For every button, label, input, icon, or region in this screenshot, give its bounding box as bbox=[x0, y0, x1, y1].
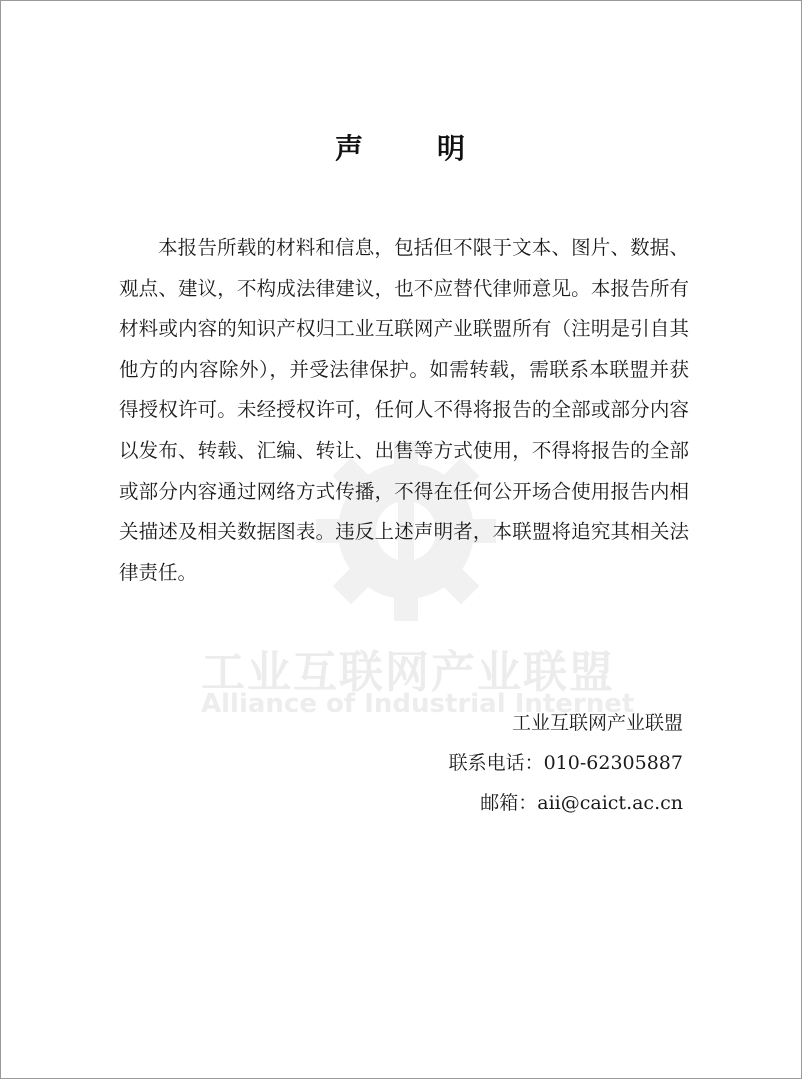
signature-org: 工业互联网产业联盟 bbox=[511, 712, 683, 734]
declaration-body: 本报告所载的材料和信息，包括但不限于文本、图片、数据、观点、建议，不构成法律建议，也不应替代律师意见。本报告所有材料或内容的知识产权归工业互联网产业联盟所有（注明是引自其他方的内容除外），并受法律保护。如需转载，需联系本联盟并获得授权许可。未经授权许可，任何人不得将报告的全部或部分内容以发布、转载、汇编、转让、出售等方式使用，不得将报告的全部或部分内容通过网络方式传播，不得在任何公开场合使用报告内相关描述及相关数据图表。违反上述声明者，本联盟将追究其相关法律责任。 bbox=[119, 236, 689, 584]
watermark-cn-text: 工业互联网产业联盟 bbox=[201, 647, 615, 698]
title-char-right: 明 bbox=[437, 132, 468, 165]
signature-phone: 联系电话：010-62305887 bbox=[448, 752, 683, 774]
signature-email: 邮箱：aii@caict.ac.cn bbox=[480, 792, 683, 814]
page-title bbox=[1, 127, 801, 167]
signature-block bbox=[449, 703, 683, 823]
title-char-left: 声 bbox=[334, 132, 365, 165]
watermark-en-text: Alliance of Industrial Internet bbox=[201, 689, 635, 719]
